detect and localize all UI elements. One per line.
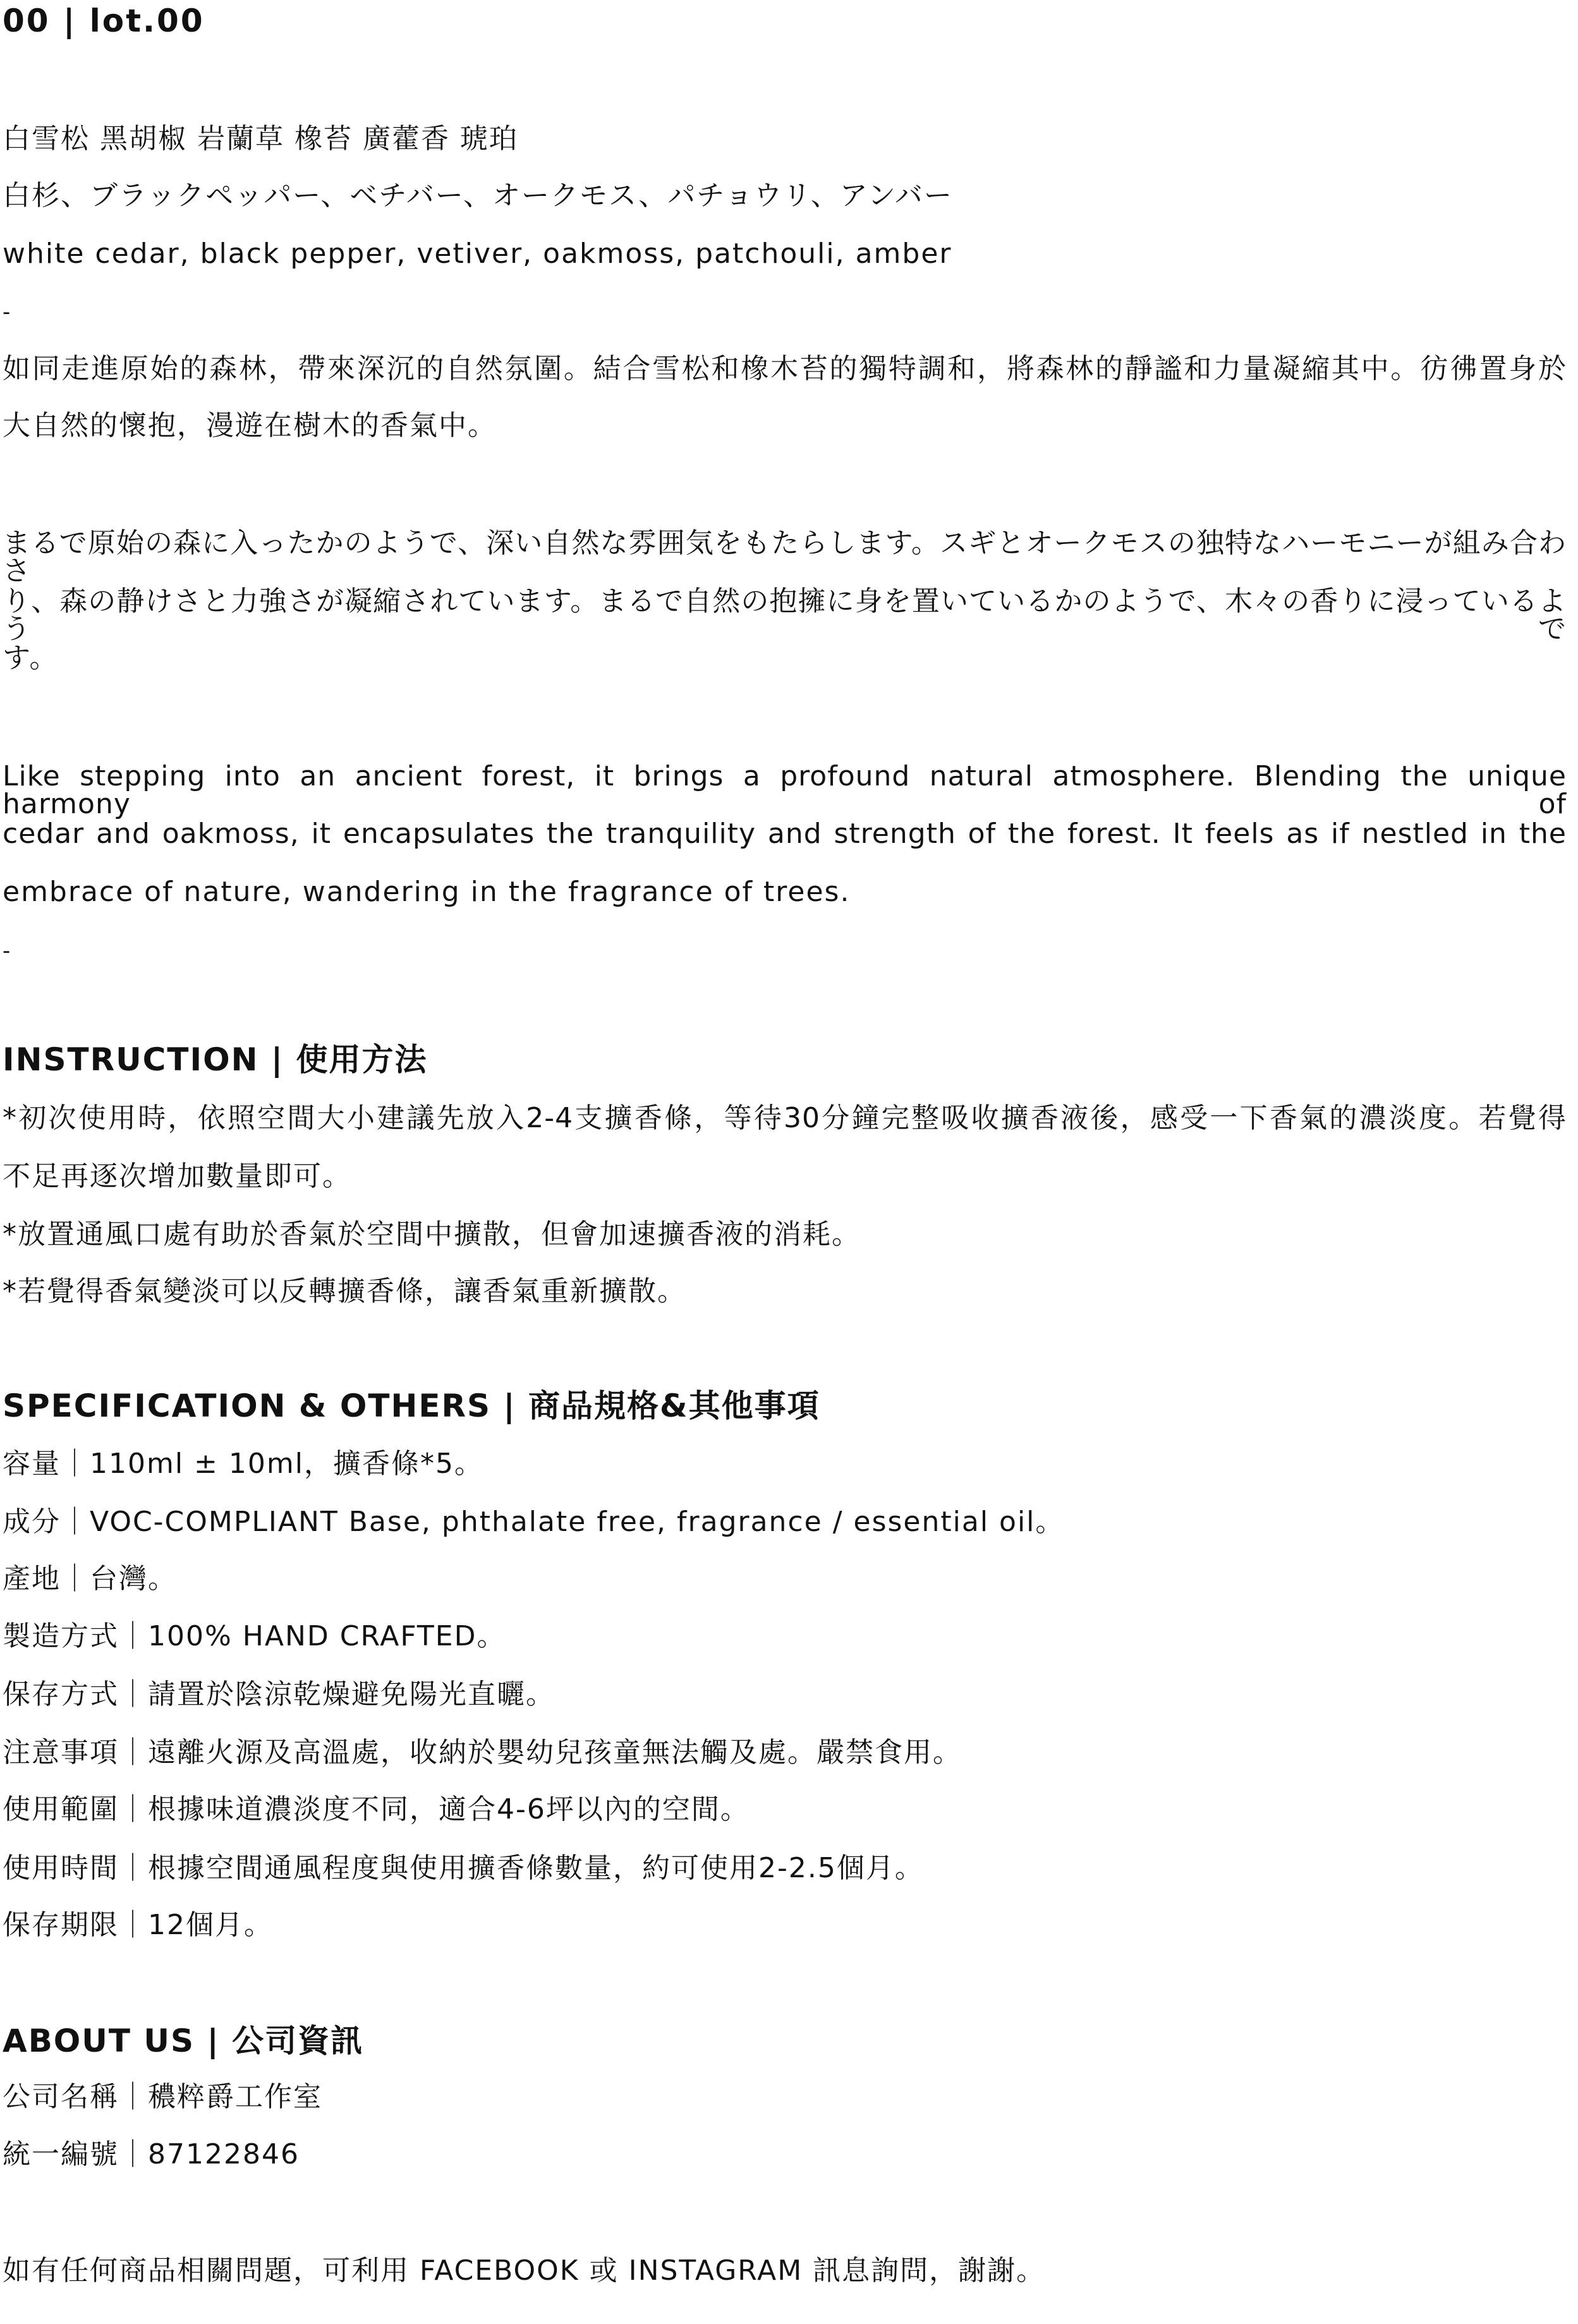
spec-line: 成分｜VOC-COMPLIANT Base, phthalate free, fragrance / essential oil。 (3, 1506, 1065, 1538)
spec-line: 使用時間｜根據空間通風程度與使用擴香條數量，約可使用2-2.5個月。 (3, 1852, 924, 1884)
instruction-line: 不足再逐次增加數量即可。 (3, 1160, 351, 1192)
spec-line: 產地｜台灣。 (3, 1563, 177, 1595)
description-ja-line: り、森の静けさと力強さが凝縮されています。まるで自然の抱擁に身を置いているかのようで、木々の香りに浸っているようで (3, 585, 1567, 645)
instruction-line: *若覺得香氣變淡可以反轉擴香條，讓香氣重新擴散。 (3, 1275, 686, 1307)
about-line: 公司名稱｜穠粹爵工作室 (3, 2081, 322, 2113)
contact-note: 如有任何商品相關問題，可利用 FACEBOOK 或 INSTAGRAM 訊息詢問，謝謝。 (3, 2254, 1046, 2287)
spec-line: 使用範圍｜根據味道濃淡度不同，適合4-6坪以內的空間。 (3, 1793, 750, 1825)
description-en-line: Like stepping into an ancient forest, it brings a profound natural atmosphere. Blending the unique harmony of (3, 760, 1567, 820)
instruction-line: *放置通風口處有助於香氣於空間中擴散，但會加速擴香液的消耗。 (3, 1218, 861, 1250)
about-line: 統一編號｜87122846 (3, 2138, 300, 2170)
description-ja-line: まるで原始の森に入ったかのようで、深い自然な雰囲気をもたらします。スギとオークモスの独特なハーモニーが組み合わさ (3, 527, 1567, 587)
description-en-line: cedar and oakmoss, it encapsulates the tranquility and strength of the forest. It feels as if nestled in the (3, 818, 1567, 850)
description-ja-line: す。 (3, 642, 59, 674)
description-en-line: embrace of nature, wandering in the fragrance of trees. (3, 876, 851, 908)
notes-zh: 白雪松 黑胡椒 岩蘭草 橡苔 廣藿香 琥珀 (3, 123, 518, 155)
spec-line: 製造方式｜100% HAND CRAFTED。 (3, 1620, 506, 1652)
specification-heading: SPECIFICATION & OTHERS | 商品規格&其他事項 (3, 1388, 820, 1424)
spec-line: 容量｜110ml ± 10ml，擴香條*5。 (3, 1448, 483, 1480)
spec-line: 注意事項｜遠離火源及高溫處，收納於嬰幼兒孩童無法觸及處。嚴禁食用。 (3, 1736, 962, 1769)
about-heading: ABOUT US | 公司資訊 (3, 2023, 364, 2059)
notes-en: white cedar, black pepper, vetiver, oakmoss, patchouli, amber (3, 238, 952, 270)
separator-dash: - (3, 938, 12, 964)
instruction-line: *初次使用時，依照空間大小建議先放入2-4支擴香條，等待30分鐘完整吸收擴香液後，感受一下香氣的濃淡度。若覺得 (3, 1102, 1567, 1134)
instruction-heading: INSTRUCTION | 使用方法 (3, 1041, 428, 1078)
spec-line: 保存期限｜12個月。 (3, 1909, 273, 1941)
description-zh-line: 如同走進原始的森林，帶來深沉的自然氛圍。結合雪松和橡木苔的獨特調和，將森林的靜謐和力量凝縮其中。彷彿置身於 (3, 353, 1567, 385)
spec-line: 保存方式｜請置於陰涼乾燥避免陽光直曬。 (3, 1678, 555, 1710)
lot-title: 00 | lot.00 (3, 3, 205, 39)
separator-dash: - (3, 300, 12, 325)
description-zh-line: 大自然的懷抱，漫遊在樹木的香氣中。 (3, 409, 497, 442)
notes-ja: 白杉、ブラックペッパー、ベチバー、オークモス、パチョウリ、アンバー (3, 179, 953, 212)
